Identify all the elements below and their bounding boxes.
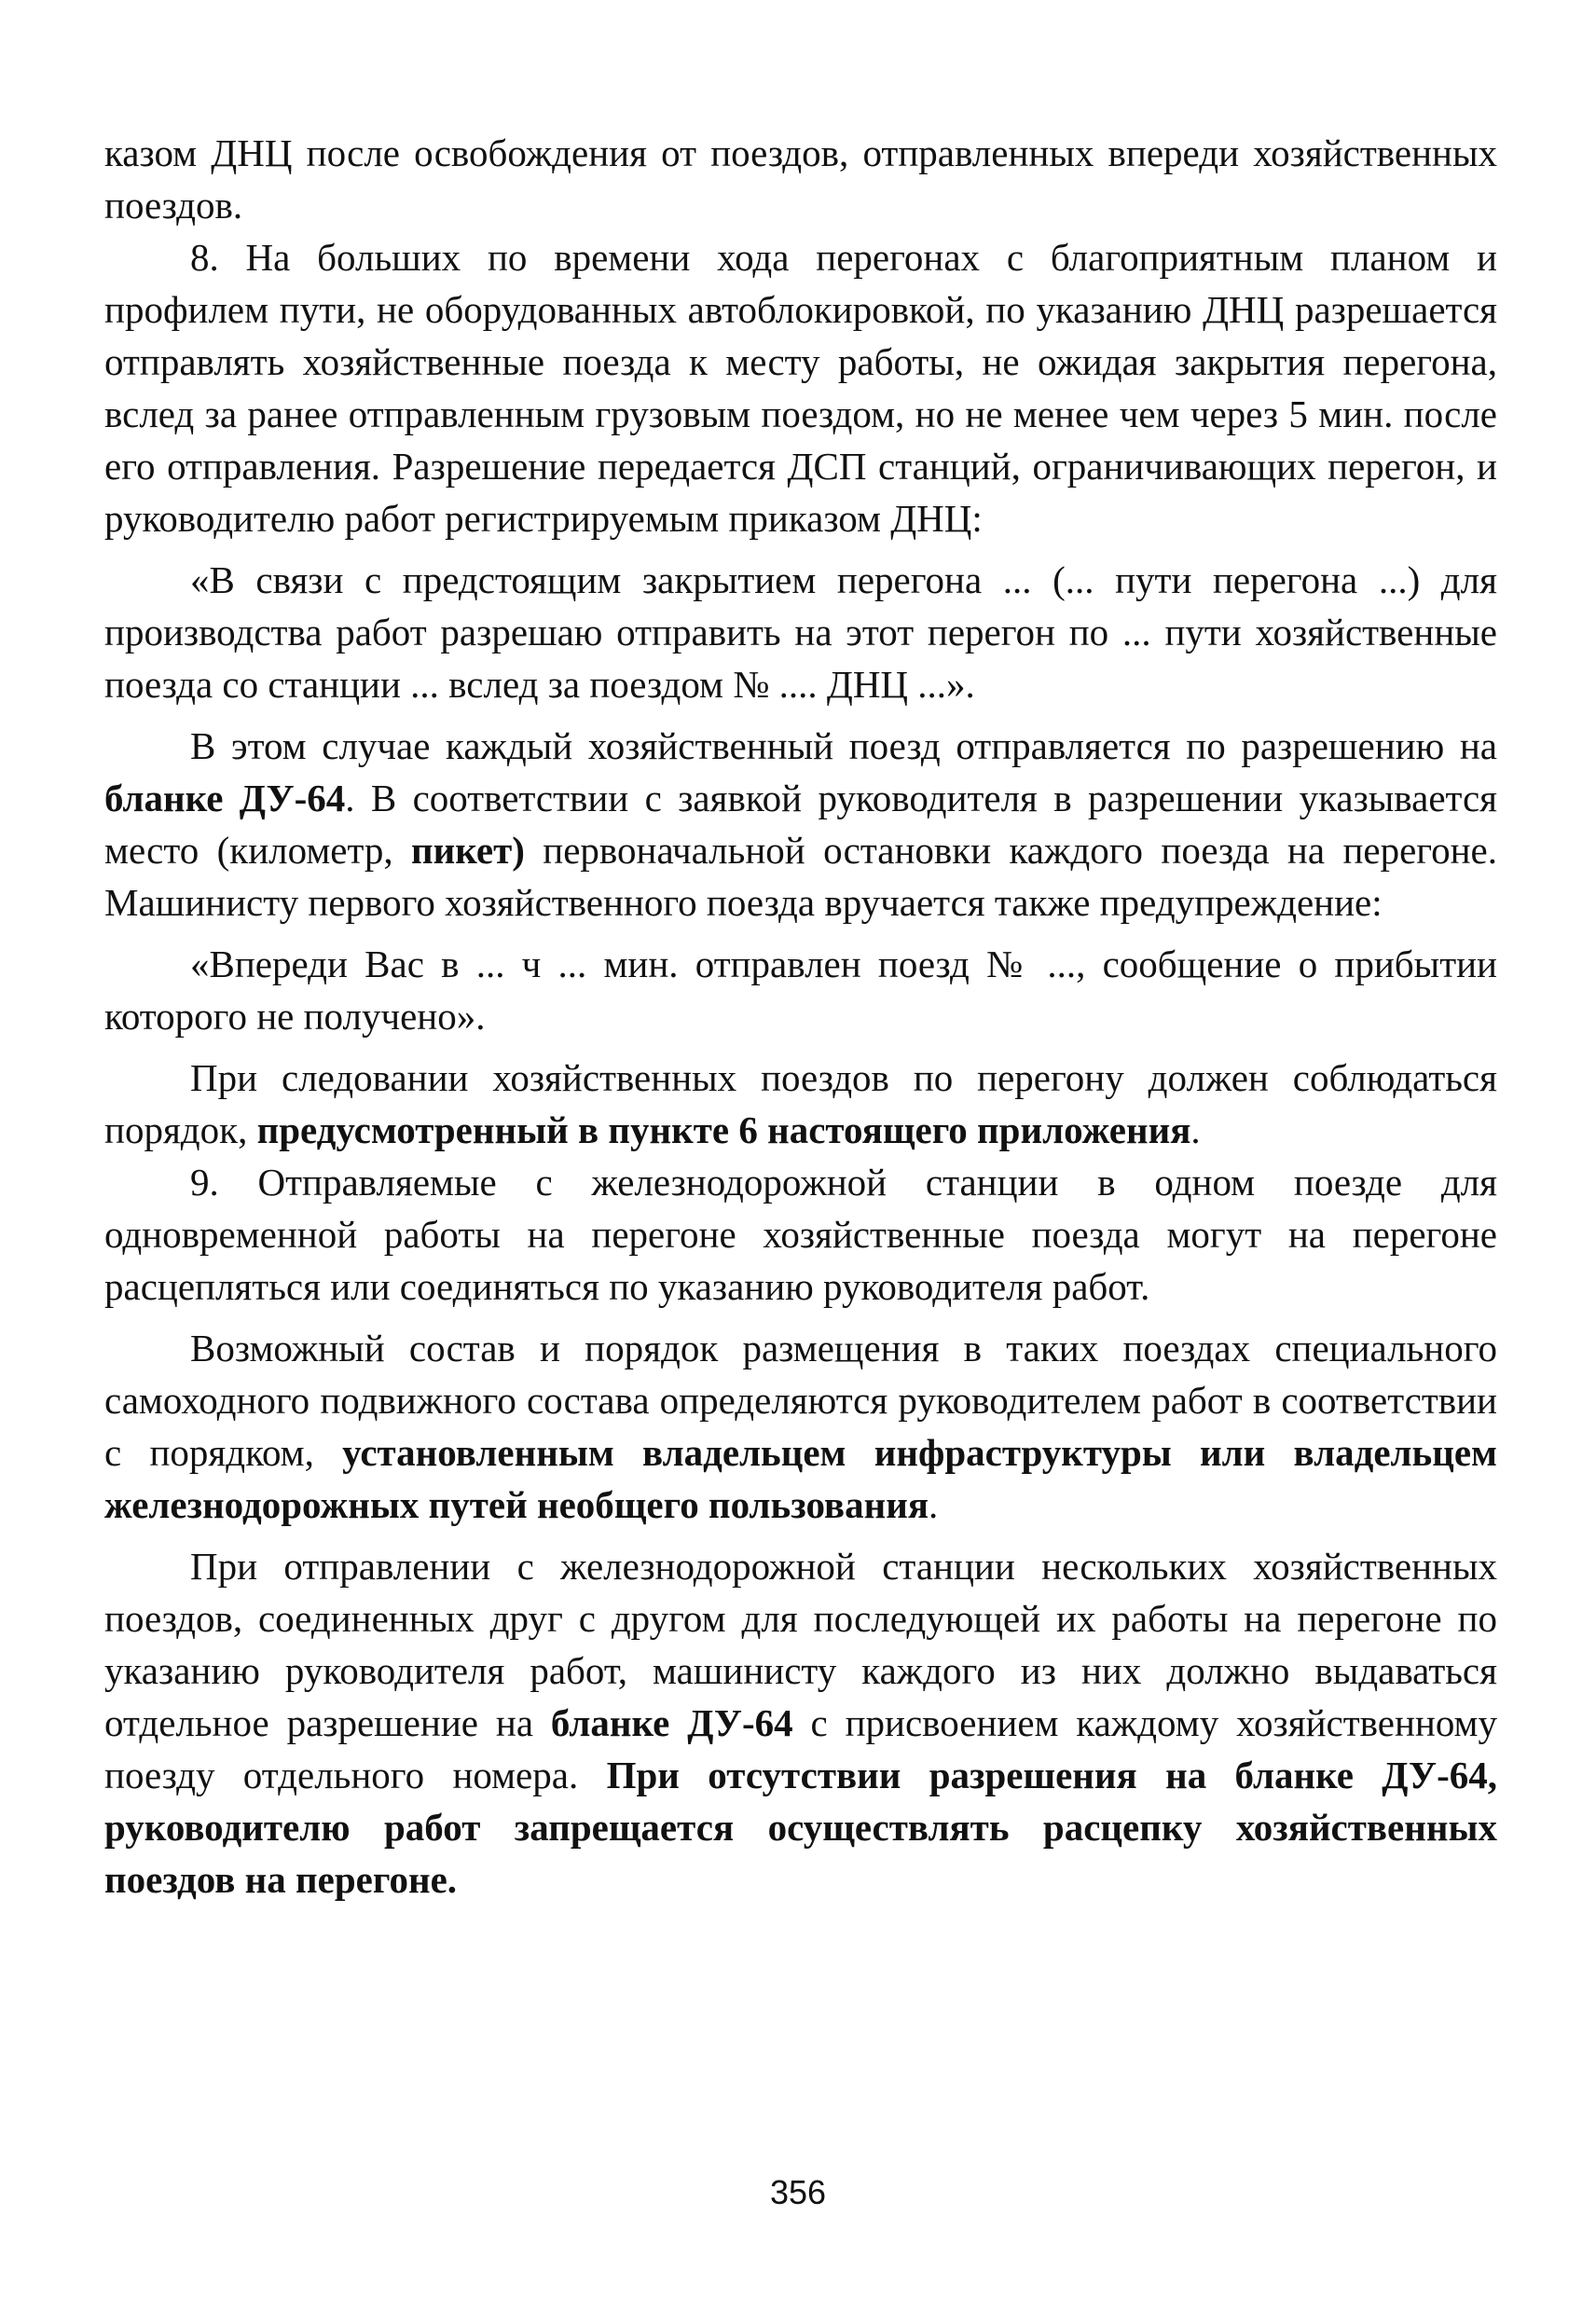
text-run: .: [929, 1483, 939, 1526]
bold-text-run: бланке ДУ-64: [104, 777, 346, 819]
paragraph: [104, 1322, 1497, 1531]
text-run: 8. На больших по времени хода перегонах с благоприятным планом и профилем пути, не оборудованных автоблокировкой, по указанию ДНЦ разрешается отправлять хозяйственные поезда к месту работы, не ожидая закрытия перегона, вслед за ранее отправленным грузовым поездом, но не менее чем через 5 мин. после его отправления. Разрешение передается ДСП станций, ограничивающих перегон, и руководителю работ регистрируемым приказом ДНЦ:: [104, 236, 1497, 540]
page-body: [104, 127, 1497, 1906]
paragraph: [104, 127, 1497, 231]
text-run: с присвоением каждому хозяйственному поезду отдельного номера.: [104, 1701, 1497, 1796]
paragraph: [104, 1052, 1497, 1156]
text-run: Возможный состав и порядок размещения в таких поездах специального самоходного подвижного состава определяются руководителем работ в соответствии с порядком,: [104, 1327, 1497, 1474]
page-number: 356: [769, 2173, 827, 2211]
paragraph: [104, 231, 1497, 544]
text-run: первоначальной остановки каждого поезда на перегоне. Машинисту первого хозяйственного поезда вручается также предупреждение:: [104, 829, 1497, 924]
text-run: . В соответствии с заявкой руководителя в разрешении указывается место (километр,: [104, 777, 1497, 872]
text-run: При следовании хозяйственных поездов по перегону должен соблюдаться порядок,: [104, 1056, 1497, 1151]
bold-text-run: бланке ДУ-64: [550, 1701, 793, 1744]
text-run: «В связи с предстоящим закрытием перегона ... (... пути перегона ...) для производства работ разрешаю отправить на этот перегон по ... пути хозяйственные поезда со станции ... вслед за поездом № .... ДНЦ ...».: [104, 558, 1497, 706]
paragraph: [104, 554, 1497, 710]
text-run: 9. Отправляемые с железнодорожной станции в одном поезде для одновременной работы на перегоне хозяйственные поезда могут на перегоне расцепляться или соединяться по указанию руководителя работ.: [104, 1161, 1497, 1308]
bold-text-run: пикет): [411, 829, 525, 872]
bold-text-run: При отсутствии разрешения на бланке ДУ-64, руководителю работ запрещается осуществлять расцепку хозяйственных поездов на перегоне.: [104, 1754, 1498, 1901]
bold-text-run: установленным владельцем инфраструктуры или владельцем железнодорожных путей необщего пользования: [104, 1431, 1497, 1526]
paragraph: [104, 720, 1497, 929]
text-run: «Впереди Вас в ... ч ... мин. отправлен поезд № ..., сообщение о прибытии которого не получено».: [104, 943, 1497, 1038]
bold-text-run: предусмотренный в пункте 6 настоящего приложения: [256, 1108, 1191, 1151]
paragraph: [104, 1540, 1497, 1906]
text-run: В этом случае каждый хозяйственный поезд отправляется по разрешению на: [190, 724, 1497, 767]
paragraph: [104, 938, 1497, 1042]
text-run: казом ДНЦ после освобождения от поездов, отправленных впереди хозяйственных поездов.: [104, 131, 1497, 227]
text-run: .: [1190, 1108, 1201, 1151]
text-run: При отправлении с железнодорожной станции нескольких хозяйственных поездов, соединенных друг с другом для последующей их работы на перегоне по указанию руководителя работ, машинисту каждого из них должно выдаваться отдельное разрешение на: [104, 1545, 1497, 1744]
paragraph: [104, 1156, 1497, 1313]
